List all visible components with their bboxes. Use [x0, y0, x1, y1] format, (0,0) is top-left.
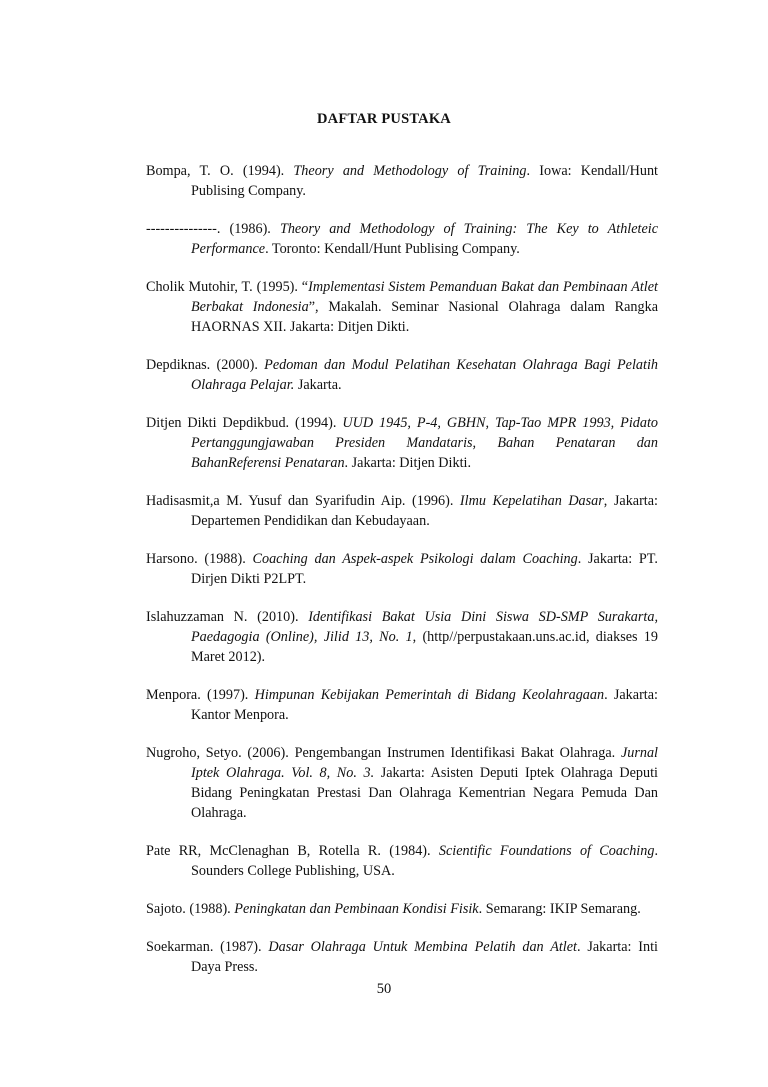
- reference-entry: [146, 219, 658, 259]
- reference-author-year: Menpora. (1997).: [146, 686, 255, 703]
- reference-publisher: Jakarta.: [294, 377, 342, 394]
- reference-author-year: Bompa, T. O. (1994).: [146, 163, 294, 179]
- reference-title: Pedoman dan Modul Pelatihan Kesehatan Olahraga Bagi Pelatih Olahraga Pelajar.: [191, 356, 658, 394]
- reference-author-year: Depdiknas. (2000).: [146, 356, 265, 373]
- reference-publisher: , Jakarta: Departemen Pendidikan dan Kebudayaan.: [191, 492, 658, 530]
- reference-title: Dasar Olahraga Untuk Membina Pelatih dan Atlet: [268, 938, 577, 955]
- reference-publisher: . Jakarta: PT. Dirjen Dikti P2LPT.: [191, 550, 658, 588]
- reference-entry: [146, 685, 658, 725]
- reference-publisher: . Toronto: Kendall/Hunt Publising Company.: [265, 241, 520, 258]
- reference-entry: [146, 607, 658, 668]
- reference-list: [146, 161, 658, 995]
- reference-publisher: . Jakarta: Inti Daya Press.: [191, 938, 658, 975]
- page-number: 50: [376, 981, 392, 997]
- reference-publisher: . Semarang: IKIP Semarang.: [478, 900, 641, 917]
- reference-publisher: . Jakarta: Kantor Menpora.: [191, 686, 658, 724]
- reference-title: Theory and Methodology of Training: [293, 163, 527, 179]
- reference-entry: [146, 277, 658, 338]
- reference-author-year: Pate RR, McClenaghan B, Rotella R. (1984).: [146, 843, 439, 860]
- reference-author-year: Nugroho, Setyo. (2006). Pengembangan Instrumen Identifikasi Bakat Olahraga.: [146, 744, 621, 761]
- reference-entry: [146, 899, 658, 919]
- reference-publisher: ”, Makalah. Seminar Nasional Olahraga dalam Rangka HAORNAS XII. Jakarta: Ditjen Dikti.: [191, 299, 658, 336]
- reference-title: Peningkatan dan Pembinaan Kondisi Fisik: [234, 900, 479, 917]
- reference-title: Jurnal Iptek Olahraga. Vol. 8, No. 3.: [191, 744, 658, 781]
- reference-entry: [146, 355, 658, 395]
- reference-title: Coaching dan Aspek-aspek Psikologi dalam Coaching: [252, 550, 578, 567]
- reference-author-year: Hadisasmit,a M. Yusuf dan Syarifudin Aip. (1996).: [146, 492, 460, 509]
- reference-publisher: Jakarta: Asisten Deputi Iptek Olahraga Deputi Bidang Peningkatan Prestasi Dan Olahraga Kementrian Negara Pemuda Dan Olahraga.: [191, 764, 658, 822]
- reference-author-year: Soekarman. (1987).: [146, 938, 269, 955]
- reference-entry: [146, 743, 658, 824]
- page-title: DAFTAR PUSTAKA: [317, 111, 451, 127]
- reference-publisher: , (http//perpustakaan.uns.ac.id, diakses 19 Maret 2012).: [191, 628, 658, 666]
- reference-author-year: Ditjen Dikti Depdikbud. (1994).: [146, 414, 343, 431]
- reference-entry: [146, 549, 658, 589]
- reference-author-year: Islahuzzaman N. (2010).: [146, 608, 309, 625]
- reference-publisher: . Jakarta: Ditjen Dikti.: [344, 455, 472, 472]
- reference-author-year: Sajoto. (1988).: [146, 900, 235, 917]
- reference-author-year: ---------------. (1986).: [146, 220, 280, 237]
- reference-title: UUD 1945, P-4, GBHN, Tap-Tao MPR 1993, Pidato Pertanggungjawaban Presiden Mandataris, Bahan Penataran dan BahanReferensi Penataran: [191, 414, 658, 472]
- reference-title: Himpunan Kebijakan Pemerintah di Bidang Keolahragaan: [254, 686, 605, 703]
- reference-entry: [146, 413, 658, 474]
- reference-entry: [146, 937, 658, 977]
- reference-title: Scientific Foundations of Coaching: [438, 843, 655, 860]
- reference-title: Theory and Methodology of Training: The Key to Athleteic Performance: [191, 220, 659, 258]
- reference-entry: [146, 841, 658, 881]
- reference-author-year: Cholik Mutohir, T. (1995). “: [146, 278, 309, 295]
- reference-title: Ilmu Kepelatihan Dasar: [459, 492, 604, 509]
- reference-author-year: Harsono. (1988).: [146, 550, 253, 567]
- reference-title: Identifikasi Bakat Usia Dini Siswa SD-SMP Surakarta, Paedagogia (Online), Jilid 13, No. 1: [191, 608, 658, 645]
- reference-publisher: . Sounders College Publishing, USA.: [191, 843, 658, 880]
- reference-entry: [146, 161, 658, 201]
- reference-publisher: . Iowa: Kendall/Hunt Publising Company.: [191, 163, 658, 200]
- reference-title: Implementasi Sistem Pemanduan Bakat dan Pembinaan Atlet Berbakat Indonesia: [191, 278, 658, 316]
- reference-entry: [146, 491, 658, 531]
